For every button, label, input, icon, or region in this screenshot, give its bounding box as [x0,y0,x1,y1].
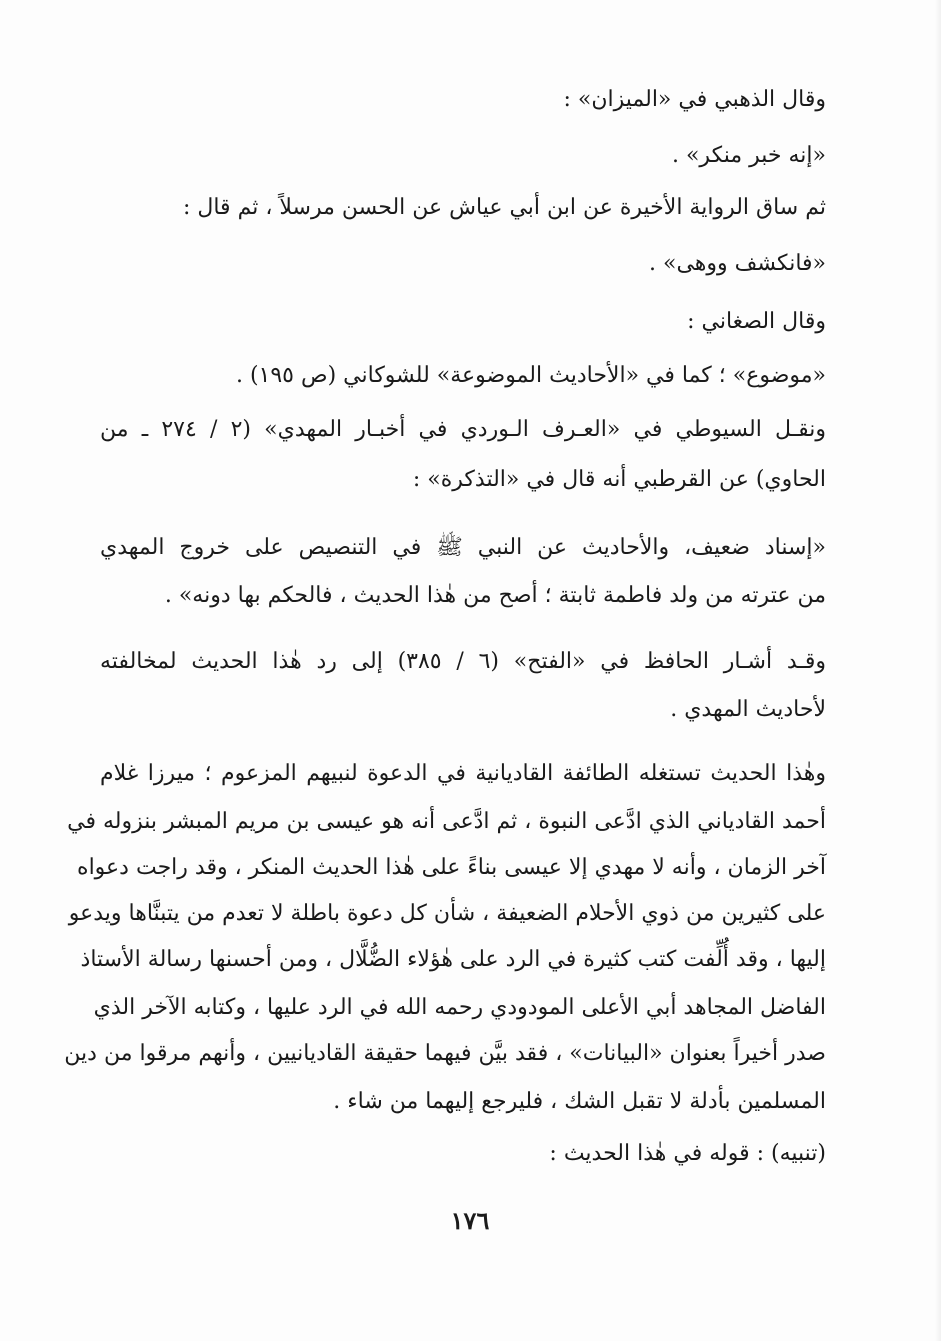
page-edge-shadow [935,0,941,1341]
quote-line: «إسناد ضعيف، والأحاديث عن النبي ﷺ في التنصيص على خروج المهدي [100,535,826,560]
text-line: «فانكشف ووهى» . [649,251,826,276]
text-line: ثم ساق الرواية الأخيرة عن ابن أبي عياش عن الحسن مرسلاً ، ثم قال : [182,195,826,220]
text-line: المسلمين بأدلة لا تقبل الشك ، فليرجع إليهما من شاء . [333,1089,826,1114]
text-line: صدر أخيراً بعنوان «البيانات» ، فقد بيَّن فيهما حقيقة القاديانيين ، وأنهم مرقوا من دين [64,1041,826,1066]
text-line: وقـد أشـار الحافظ في «الفتح» (٦ / ٣٨٥) إلى رد هٰذا الحديث لمخالفته [100,649,826,674]
text-line: وقال الذهبي في «الميزان» : [563,87,826,112]
text-line: أحمد القادياني الذي ادَّعى النبوة ، ثم ادَّعى أنه هو عيسى بن مريم المبشر بنزوله في [67,809,826,834]
page-number: ١٧٦ [450,1206,490,1235]
text-line: الفاضل المجاهد أبي الأعلى المودودي رحمه الله في الرد عليها ، وكتابه الآخر الذي [93,995,826,1020]
text-line: وهٰذا الحديث تستغله الطائفة القاديانية في الدعوة لنبيهم المزعوم ؛ ميرزا غلام [100,761,826,786]
text-line: إليها ، وقد أُلِّفت كتب كثيرة في الرد على هٰؤلاء الضُّلَّال ، ومن أحسنها رسالة الأستاذ [80,947,826,972]
text-line: لأحاديث المهدي . [670,697,826,722]
text-line: آخر الزمان ، وأنه لا مهدي إلا عيسى بناءً على هٰذا الحديث المنكر ، وقد راجت دعواه [77,855,826,880]
quote-line: من عترته من ولد فاطمة ثابتة ؛ أصح من هٰذا الحديث ، فالحكم بها دونه» . [164,583,826,608]
text-line: «إنه خبر منكر» . [671,143,826,168]
text-line: وقال الصغاني : [687,309,826,334]
text-line: الحاوي) عن القرطبي أنه قال في «التذكرة» : [412,467,826,492]
text-line: «موضوع» ؛ كما في «الأحاديث الموضوعة» للشوكاني (ص ١٩٥) . [235,363,826,388]
text-line: على كثيرين من ذوي الأحلام الضعيفة ، شأن كل دعوة باطلة لا تعدم من يتبنَّاها ويدعو [68,901,826,926]
page-body-text [64,0,826,1341]
text-line: (تنبيه) : قوله في هٰذا الحديث : [549,1141,826,1166]
text-line: ونقـل السيوطي في «العـرف الـوردي في أخبـار المهدي» (٢ / ٢٧٤ ـ من [100,417,826,442]
